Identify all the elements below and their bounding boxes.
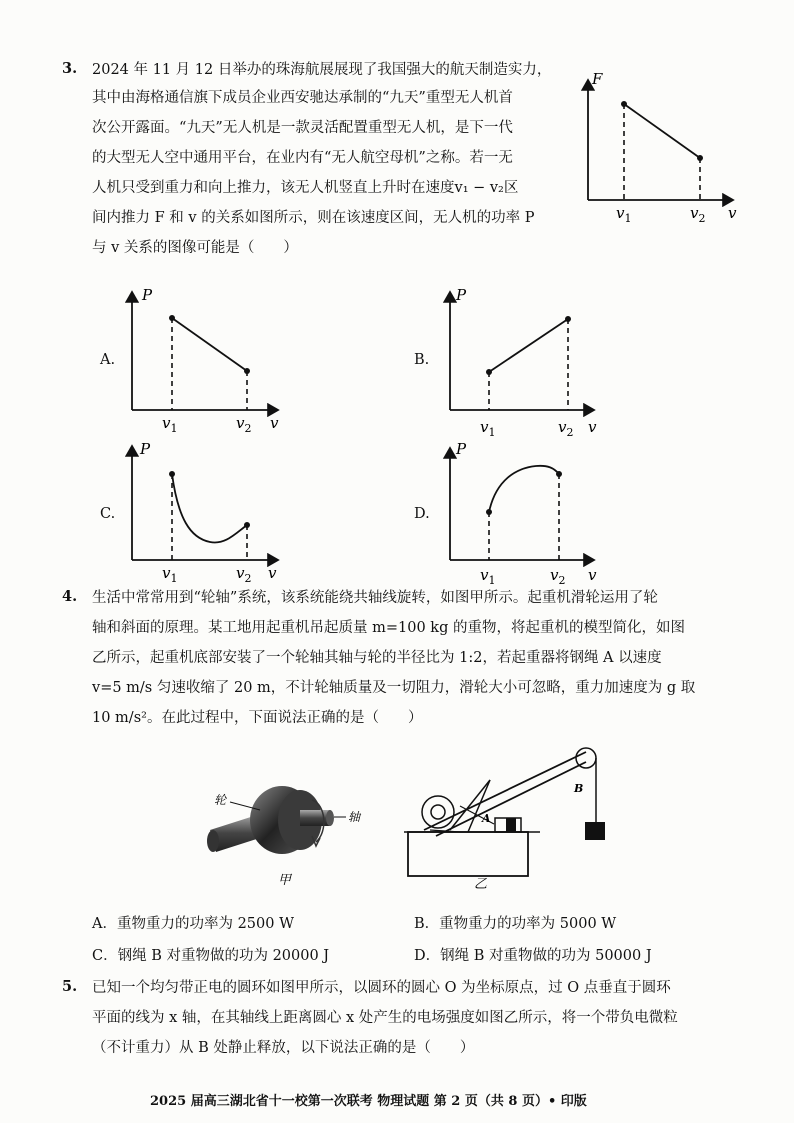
svg-text:P: P — [140, 440, 151, 458]
crane-base — [408, 832, 528, 876]
q3-line-5: 人机只受到重力和向上推力，该无人机竖直上升时在速度v₁ − v₂区 — [92, 180, 519, 196]
wheel-axle-figure — [200, 770, 370, 890]
wheel-label: 轮 — [214, 793, 227, 807]
svg-text:v: v — [268, 564, 277, 582]
q3-line-6: 间内推力 F 和 v 的关系如图所示，则在该速度区间，无人机的功率 P — [92, 210, 535, 226]
svg-text:v1: $v_1$ — [480, 566, 496, 587]
q4-line-2: 轴和斜面的原理。某工地用起重机吊起质量 m=100 kg 的重物，将起重机的模型简化，如图 — [92, 620, 685, 636]
svg-text:v2: $v_2$ — [236, 564, 252, 585]
q4-option-b[interactable]: B．重物重力的功率为 5000 W — [414, 916, 617, 932]
q3-line-2: 其中由海格通信旗下成员企业西安驰达承制的“九天”重型无人机首 — [92, 90, 513, 106]
q5-line-1: 已知一个均匀带正电的圆环如图甲所示，以圆环的圆心 O 为坐标原点，过 O 点垂直于圆环 — [92, 980, 671, 996]
q3-force-velocity-graph — [578, 70, 748, 230]
q3-option-b-label[interactable]: B. — [414, 352, 430, 368]
y-label: F — [592, 70, 603, 88]
q3-option-c-label[interactable]: C. — [100, 506, 116, 522]
q3-option-a-graph[interactable] — [120, 282, 290, 432]
q4-line-1: 生活中常常用到“轮轴”系统，该系统能绕共轴线旋转，如图甲所示。起重机滑轮运用了轮 — [92, 590, 658, 606]
fig-caption-jia: 甲 — [278, 873, 292, 888]
q5-number: 5. — [62, 978, 78, 995]
svg-text:P: P — [456, 286, 467, 304]
page-footer: 2025 届高三湖北省十一校第一次联考 物理试题 第 2 页（共 8 页）• 印版 — [150, 1094, 587, 1109]
q5-line-3: （不计重力）从 B 处静止释放，以下说法正确的是（ ） — [92, 1040, 475, 1056]
svg-text:v: v — [588, 418, 597, 436]
p-line — [172, 318, 247, 371]
q4-line-4: v=5 m/s 匀速收缩了 20 m，不计轮轴质量及一切阻力，滑轮大小可忽略，重力加速度为 g 取 — [92, 680, 696, 696]
q3-line-4: 的大型无人空中通用平台，在业内有“无人航空母机”之称。若一无 — [92, 150, 513, 166]
svg-text:P: P — [456, 440, 467, 458]
rope-b-label: B — [574, 782, 584, 795]
p-curve — [172, 474, 247, 543]
svg-text:v2: $v_2$ — [550, 566, 566, 587]
q4-line-5: 10 m/s²。在此过程中，下面说法正确的是（ ） — [92, 710, 423, 726]
load — [585, 822, 605, 840]
p-line — [489, 319, 568, 372]
q4-number: 4. — [62, 588, 78, 605]
q4-option-a[interactable]: A．重物重力的功率为 2500 W — [92, 916, 294, 932]
p-curve — [489, 466, 559, 512]
tick-v2: $v_2$ — [690, 204, 706, 225]
q3-line-1: 2024 年 11 月 12 日举办的珠海航展展现了我国强大的航天制造实力， — [92, 62, 552, 78]
q3-number: 3. — [62, 60, 78, 77]
fig-caption-yi: 乙 — [474, 877, 488, 890]
q3-option-b-graph[interactable] — [436, 282, 606, 437]
crane-figure — [400, 740, 620, 890]
q3-line-3: 次公开露面。“九天”无人机是一款灵活配置重型无人机，是下一代 — [92, 120, 513, 136]
svg-text:v: v — [270, 414, 279, 432]
svg-text:v2: $v_2$ — [236, 414, 252, 432]
svg-text:v1: $v_1$ — [480, 418, 496, 437]
x-label: v — [728, 204, 737, 222]
q4-line-3: 乙所示，起重机底部安装了一个轮轴其轴与轮的半径比为 1:2，若起重器将钢绳 A 以速度 — [92, 650, 662, 666]
svg-text:v1: $v_1$ — [162, 414, 178, 432]
q3-option-a-label[interactable]: A. — [100, 352, 116, 368]
svg-text:v2: $v_2$ — [558, 418, 574, 437]
q4-option-c[interactable]: C．钢绳 B 对重物做的功为 20000 J — [92, 948, 330, 964]
f-line — [624, 104, 700, 158]
svg-text:P: P — [142, 286, 153, 304]
q3-line-7: 与 v 关系的图像可能是（ ） — [92, 240, 298, 256]
pulley — [576, 748, 596, 768]
axle-label: 轴 — [348, 810, 361, 824]
q3-option-d-label[interactable]: D. — [414, 506, 430, 522]
rope-a-label: A — [482, 812, 491, 825]
q3-option-d-graph[interactable] — [436, 440, 606, 588]
svg-text:v1: $v_1$ — [162, 564, 178, 585]
svg-text:v: v — [588, 566, 597, 584]
q3-option-c-graph[interactable] — [120, 438, 290, 586]
tick-v1: $v_1$ — [616, 204, 632, 225]
q5-line-2: 平面的线为 x 轴，在其轴线上距离圆心 x 处产生的电场强度如图乙所示，将一个带负电微粒 — [92, 1010, 678, 1026]
q4-option-d[interactable]: D．钢绳 B 对重物做的功为 50000 J — [414, 948, 652, 964]
